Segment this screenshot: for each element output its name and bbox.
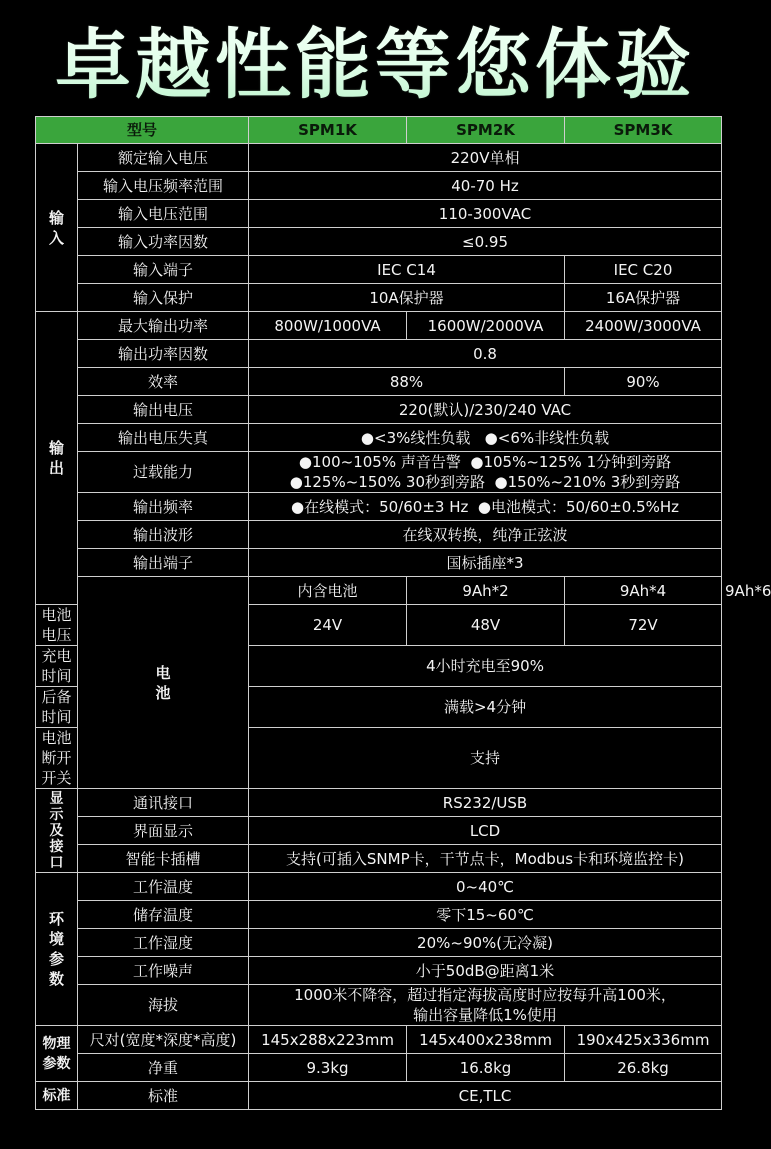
spec-table xyxy=(35,116,771,1110)
category-environment xyxy=(36,873,78,1026)
row-label: 效率 xyxy=(78,368,249,396)
altitude-line-2: 输出容量降低1%使用 xyxy=(413,1006,557,1024)
table-row xyxy=(36,1026,722,1054)
row-value: 零下15~60℃ xyxy=(249,901,722,929)
row-label: 输出频率 xyxy=(78,493,249,521)
table-row xyxy=(36,845,722,873)
table-row xyxy=(36,957,722,985)
table-row xyxy=(36,424,722,452)
row-value xyxy=(249,985,722,1026)
row-label: 输出功率因数 xyxy=(78,340,249,368)
row-value: 145x400x238mm xyxy=(407,1026,565,1054)
row-label: 最大输出功率 xyxy=(78,312,249,340)
row-value: 满载>4分钟 xyxy=(249,687,722,728)
row-value: ●<3%线性负载 ●<6%非线性负载 xyxy=(249,424,722,452)
category-input xyxy=(36,144,78,312)
page-headline: 卓越性能等您体验 xyxy=(0,10,750,120)
row-value: ≤0.95 xyxy=(249,228,722,256)
category-standard: 标准 xyxy=(36,1082,78,1110)
row-value: 145x288x223mm xyxy=(249,1026,407,1054)
table-row xyxy=(36,549,722,577)
row-value: 小于50dB@距离1米 xyxy=(249,957,722,985)
table-row xyxy=(36,493,722,521)
category-output xyxy=(36,312,78,605)
row-value: 24V xyxy=(249,605,407,646)
table-row xyxy=(36,144,722,172)
altitude-line-1: 1000米不降容，超过指定海拔高度时应按每升高100米， xyxy=(294,986,676,1004)
row-value: 20%~90%(无冷凝) xyxy=(249,929,722,957)
row-value: 16.8kg xyxy=(407,1054,565,1082)
row-value: 9.3kg xyxy=(249,1054,407,1082)
row-value: CE,TLC xyxy=(249,1082,722,1110)
table-row xyxy=(36,901,722,929)
model-spm2k: SPM2K xyxy=(407,117,565,144)
category-battery-text: 电 池 xyxy=(155,663,171,702)
table-row xyxy=(36,284,722,312)
table-row xyxy=(36,452,722,493)
row-label: 输入电压范围 xyxy=(78,200,249,228)
row-label: 输出电压 xyxy=(78,396,249,424)
row-value: 110-300VAC xyxy=(249,200,722,228)
row-value: 0.8 xyxy=(249,340,722,368)
row-label: 输入保护 xyxy=(78,284,249,312)
row-value: 190x425x336mm xyxy=(565,1026,722,1054)
row-label: 界面显示 xyxy=(78,817,249,845)
row-label: 净重 xyxy=(78,1054,249,1082)
row-value: 2400W/3000VA xyxy=(565,312,722,340)
row-value: RS232/USB xyxy=(249,789,722,817)
row-value: IEC C14 xyxy=(249,256,565,284)
table-row xyxy=(36,1054,722,1082)
row-label: 输出电压失真 xyxy=(78,424,249,452)
row-label: 电池电压 xyxy=(36,605,78,646)
row-value: 800W/1000VA xyxy=(249,312,407,340)
row-label: 输出端子 xyxy=(78,549,249,577)
row-value: 在线双转换，纯净正弦波 xyxy=(249,521,722,549)
row-label: 尺对(宽度*深度*高度) xyxy=(78,1026,249,1054)
model-spm3k: SPM3K xyxy=(565,117,722,144)
row-label: 输入电压频率范围 xyxy=(78,172,249,200)
row-value: IEC C20 xyxy=(565,256,722,284)
row-label: 过载能力 xyxy=(78,452,249,493)
row-value: 0~40℃ xyxy=(249,873,722,901)
row-value: 88% xyxy=(249,368,565,396)
table-row xyxy=(36,521,722,549)
table-row xyxy=(36,1082,722,1110)
row-value: 1600W/2000VA xyxy=(407,312,565,340)
category-physical-text: 物理 参数 xyxy=(42,1035,71,1072)
row-value: 48V xyxy=(407,605,565,646)
row-value: ●在线模式：50/60±3 Hz ●电池模式：50/60±0.5%Hz xyxy=(249,493,722,521)
row-label: 工作温度 xyxy=(78,873,249,901)
table-row xyxy=(36,172,722,200)
row-value: 220V单相 xyxy=(249,144,722,172)
overload-line-1: ●100~105% 声音告警 ●105%~125% 1分钟到旁路 xyxy=(298,453,672,471)
table-row xyxy=(36,256,722,284)
header-row xyxy=(36,117,722,144)
table-row: 电 池 内含电池 9Ah*2 9Ah*4 9Ah*6 xyxy=(36,577,722,605)
row-value: 9Ah*2 xyxy=(407,577,565,605)
category-environment-text: 环 境 参 数 xyxy=(48,910,64,988)
table-row xyxy=(36,340,722,368)
table-row xyxy=(36,985,722,1026)
row-label: 输入功率因数 xyxy=(78,228,249,256)
table-row xyxy=(36,200,722,228)
row-value: 支持 xyxy=(249,728,722,789)
table-row xyxy=(36,817,722,845)
category-output-text: 输 出 xyxy=(48,439,64,477)
row-label: 通讯接口 xyxy=(78,789,249,817)
row-label: 智能卡插槽 xyxy=(78,845,249,873)
row-label: 海拔 xyxy=(78,985,249,1026)
row-label: 后备时间 xyxy=(36,687,78,728)
row-value: LCD xyxy=(249,817,722,845)
row-value: 26.8kg xyxy=(565,1054,722,1082)
row-value: 72V xyxy=(565,605,722,646)
row-label: 输出波形 xyxy=(78,521,249,549)
table-row xyxy=(36,789,722,817)
row-value: 10A保护器 xyxy=(249,284,565,312)
row-label: 电池断开开关 xyxy=(36,728,78,789)
category-battery xyxy=(78,577,249,789)
table-row xyxy=(36,312,722,340)
row-value: 220(默认)/230/240 VAC xyxy=(249,396,722,424)
row-value: 国标插座*3 xyxy=(249,549,722,577)
row-value: 90% xyxy=(565,368,722,396)
category-input-text: 输 入 xyxy=(48,208,64,247)
table-row xyxy=(36,873,722,901)
row-label: 输入端子 xyxy=(78,256,249,284)
row-label: 内含电池 xyxy=(249,577,407,605)
row-label: 工作湿度 xyxy=(78,929,249,957)
category-interface xyxy=(36,789,78,873)
row-label: 标准 xyxy=(78,1082,249,1110)
row-value: 4小时充电至90% xyxy=(249,646,722,687)
table-row xyxy=(36,396,722,424)
category-physical xyxy=(36,1026,78,1082)
row-label: 额定输入电压 xyxy=(78,144,249,172)
row-label: 工作噪声 xyxy=(78,957,249,985)
row-value: 支持(可插入SNMP卡，干节点卡，Modbus卡和环境监控卡) xyxy=(249,845,722,873)
table-row xyxy=(36,368,722,396)
model-spm1k: SPM1K xyxy=(249,117,407,144)
category-interface-text: 显 示 及 接 口 xyxy=(49,790,64,871)
row-value: 40-70 Hz xyxy=(249,172,722,200)
row-value xyxy=(249,452,722,493)
row-label: 充电时间 xyxy=(36,646,78,687)
overload-line-2: ●125%~150% 30秒到旁路 ●150%~210% 3秒到旁路 xyxy=(289,473,681,491)
row-value: 9Ah*4 xyxy=(565,577,722,605)
model-label: 型号 xyxy=(36,117,249,144)
table-row xyxy=(36,228,722,256)
row-value: 16A保护器 xyxy=(565,284,722,312)
row-label: 储存温度 xyxy=(78,901,249,929)
table-row xyxy=(36,929,722,957)
